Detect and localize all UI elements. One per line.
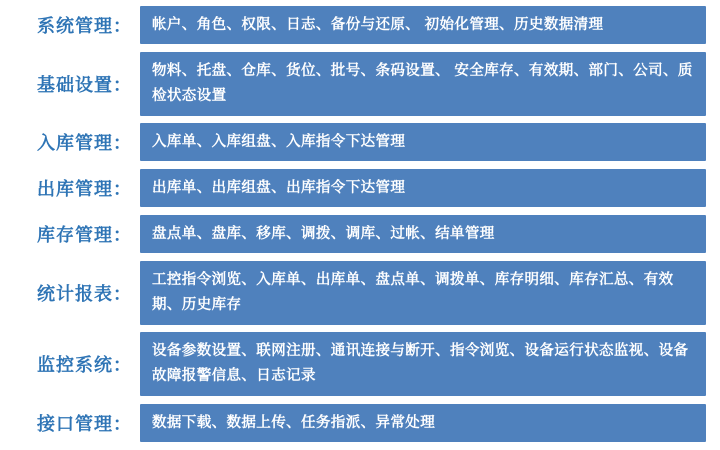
row-content-basic-settings: 物料、托盘、仓库、货位、批号、条码设置、 安全库存、有效期、部门、公司、质检状态设置 [140, 52, 706, 116]
row-content-inbound-management: 入库单、入库组盘、入库指令下达管理 [140, 123, 706, 161]
row-label-outbound-management: 出库管理： [37, 179, 132, 200]
row-content-statistical-reports: 工控指令浏览、入库单、出库单、盘点单、调拨单、库存明细、库存汇总、有效期、历史库存 [140, 261, 706, 325]
row-label-inbound-management: 入库管理： [37, 133, 132, 154]
row-content-monitoring-system: 设备参数设置、联网注册、通讯连接与断开、指令浏览、设备运行状态监视、设备故障报警信息、日志记录 [140, 332, 706, 396]
row-label-inventory-management: 库存管理： [37, 224, 132, 245]
row-content-outbound-management: 出库单、出库组盘、出库指令下达管理 [140, 169, 706, 207]
row-label-monitoring-system: 监控系统： [37, 355, 132, 376]
row-content-interface-management: 数据下载、数据上传、任务指派、异常处理 [140, 404, 706, 442]
diagram-row-statistical-reports [10, 261, 706, 325]
diagram-row-system-management [10, 6, 706, 44]
row-label-basic-settings: 基础设置： [37, 74, 132, 95]
diagram-row-monitoring-system [10, 332, 706, 396]
diagram-row-inbound-management [10, 123, 706, 161]
diagram-row-inventory-management [10, 215, 706, 253]
row-label-statistical-reports: 统计报表： [37, 283, 132, 304]
diagram-row-basic-settings [10, 52, 706, 116]
diagram-row-outbound-management [10, 169, 706, 207]
row-content-system-management: 帐户、角色、权限、日志、备份与还原、 初始化管理、历史数据清理 [140, 6, 706, 44]
diagram-row-interface-management [10, 404, 706, 442]
row-content-inventory-management: 盘点单、盘库、移库、调拨、调库、过帐、结单管理 [140, 215, 706, 253]
row-label-interface-management: 接口管理： [37, 413, 132, 434]
row-label-system-management: 系统管理： [37, 16, 132, 36]
